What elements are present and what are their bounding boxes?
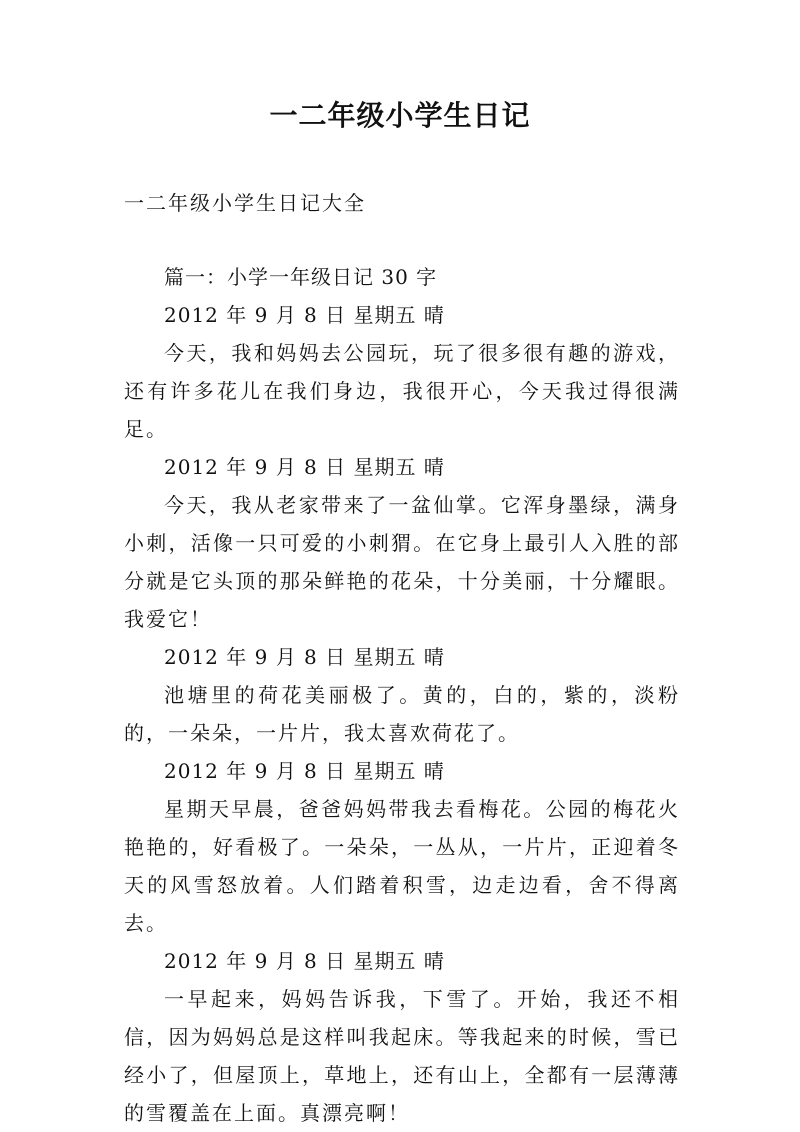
entry-text: 今天，我和妈妈去公园玩，玩了很多很有趣的游戏，还有许多花儿在我们身边，我很开心，今天我过得很满足。 — [124, 341, 680, 441]
section-heading: 篇一：小学一年级日记 30 字 — [164, 265, 438, 289]
diary-entry-4 — [124, 752, 680, 942]
entry-date: 2012 年 9 月 8 日 星期五 晴 — [164, 455, 445, 479]
diary-entry-2 — [124, 448, 680, 638]
entry-date: 2012 年 9 月 8 日 星期五 晴 — [164, 303, 445, 327]
diary-content — [124, 258, 680, 1132]
entry-text: 星期天早晨，爸爸妈妈带我去看梅花。公园的梅花火艳艳的，好看极了。一朵朵，一丛从，一片片，正迎着冬天的风雪怒放着。人们踏着积雪，边走边看，舍不得离去。 — [124, 797, 680, 935]
entry-date: 2012 年 9 月 8 日 星期五 晴 — [164, 949, 445, 973]
entry-text: 池塘里的荷花美丽极了。黄的，白的，紫的，淡粉的，一朵朵，一片片，我太喜欢荷花了。 — [124, 683, 680, 745]
document-subtitle: 一二年级小学生日记大全 — [124, 191, 366, 215]
diary-entry-3 — [124, 638, 680, 752]
entry-date: 2012 年 9 月 8 日 星期五 晴 — [164, 645, 445, 669]
page-title: 一二年级小学生日记 — [269, 99, 531, 132]
diary-entry-5 — [124, 942, 680, 1132]
entry-text: 一早起来，妈妈告诉我，下雪了。开始，我还不相信，因为妈妈总是这样叫我起床。等我起来的时候，雪已经小了，但屋顶上，草地上，还有山上，全都有一层薄薄的雪覆盖在上面。真漂亮啊！ — [124, 987, 680, 1125]
diary-entry-1 — [124, 296, 680, 448]
entry-date: 2012 年 9 月 8 日 星期五 晴 — [164, 759, 445, 783]
entry-text: 今天，我从老家带来了一盆仙掌。它浑身墨绿，满身小刺，活像一只可爱的小刺猬。在它身上最引人入胜的部分就是它头顶的那朵鲜艳的花朵，十分美丽，十分耀眼。我爱它！ — [124, 493, 680, 631]
